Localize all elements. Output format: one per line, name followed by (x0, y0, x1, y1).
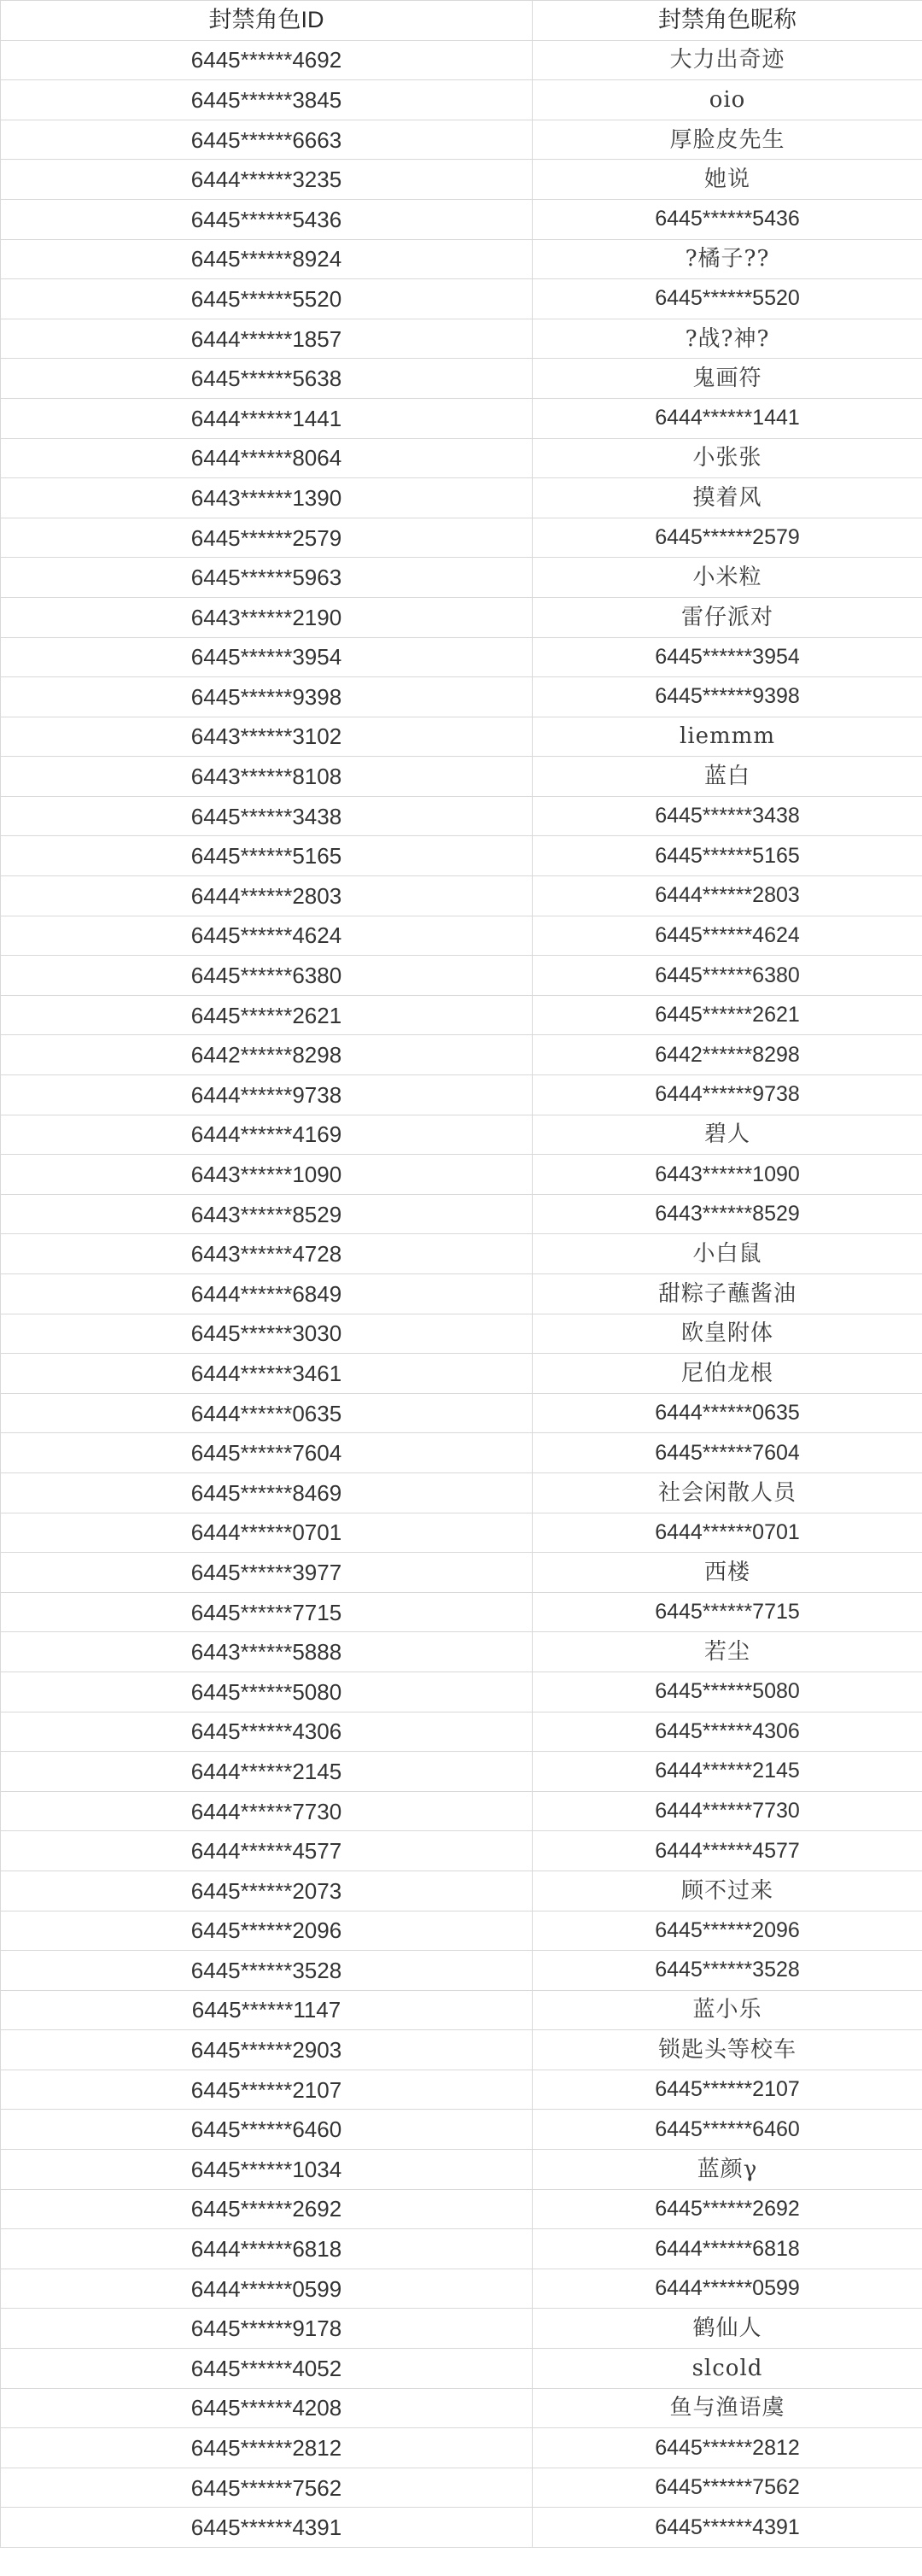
role-id-cell: 6444******0635 (1, 1393, 533, 1433)
table-row (1, 677, 922, 717)
role-id-cell: 6445******5080 (1, 1671, 533, 1712)
role-id-cell: 6445******1034 (1, 2150, 533, 2190)
role-id-cell: 6445******6380 (1, 956, 533, 996)
table-row (1, 199, 922, 239)
role-nickname-cell: 6445******2692 (533, 2189, 922, 2229)
role-nickname-cell: 6444******0701 (533, 1513, 922, 1553)
table-row (1, 1632, 922, 1672)
role-nickname-cell: 6444******7730 (533, 1791, 922, 1831)
role-nickname-cell: 6445******4391 (533, 2508, 922, 2548)
table-row (1, 518, 922, 558)
table-row (1, 2229, 922, 2269)
role-id-cell: 6443******3102 (1, 717, 533, 757)
role-id-cell: 6444******6818 (1, 2229, 533, 2269)
role-id-cell: 6445******3954 (1, 637, 533, 677)
table-row (1, 2428, 922, 2468)
table-row (1, 80, 922, 120)
role-id-cell: 6444******1857 (1, 319, 533, 359)
table-row (1, 40, 922, 80)
role-nickname-cell: 6445******5080 (533, 1671, 922, 1712)
table-row (1, 1712, 922, 1752)
role-id-cell: 6445******5436 (1, 199, 533, 239)
role-nickname-cell: 6445******7604 (533, 1433, 922, 1473)
table-row (1, 637, 922, 677)
role-id-cell: 6444******4169 (1, 1115, 533, 1155)
role-id-cell: 6445******3030 (1, 1314, 533, 1354)
role-id-cell: 6445******4306 (1, 1712, 533, 1752)
role-nickname-cell: 6445******5436 (533, 199, 922, 239)
role-id-cell: 6444******2803 (1, 876, 533, 916)
table-row (1, 1314, 922, 1354)
role-id-cell: 6445******5165 (1, 836, 533, 876)
role-nickname-cell: 6443******8529 (533, 1194, 922, 1234)
table-row (1, 2468, 922, 2508)
role-id-cell: 6443******5888 (1, 1632, 533, 1672)
role-id-cell: 6445******2096 (1, 1911, 533, 1951)
role-id-cell: 6444******3461 (1, 1354, 533, 1394)
role-nickname-cell: slcold (533, 2349, 922, 2389)
role-id-cell: 6445******5638 (1, 359, 533, 399)
role-nickname-cell: 6445******7562 (533, 2468, 922, 2508)
role-id-cell: 6445******6460 (1, 2110, 533, 2150)
role-nickname-cell: 6445******4306 (533, 1712, 922, 1752)
table-row (1, 1472, 922, 1513)
role-id-cell: 6445******4208 (1, 2388, 533, 2428)
role-id-cell: 6443******1390 (1, 478, 533, 518)
role-id-cell: 6445******3438 (1, 796, 533, 836)
role-nickname-cell: 6445******2579 (533, 518, 922, 558)
role-id-cell: 6445******9398 (1, 677, 533, 717)
table-row (1, 1871, 922, 1911)
table-row (1, 438, 922, 478)
table-row (1, 1671, 922, 1712)
role-nickname-cell: 6445******3954 (533, 637, 922, 677)
role-nickname-cell: ?战?神? (533, 319, 922, 359)
table-row (1, 757, 922, 797)
table-row (1, 1194, 922, 1234)
role-nickname-cell: 尼伯龙根 (533, 1354, 922, 1394)
table-row (1, 2110, 922, 2150)
table-row (1, 1393, 922, 1433)
table-row (1, 2349, 922, 2389)
role-nickname-cell: 蓝白 (533, 757, 922, 797)
role-nickname-cell: 6445******2096 (533, 1911, 922, 1951)
table-row (1, 478, 922, 518)
role-nickname-cell: 6445******6460 (533, 2110, 922, 2150)
table-row (1, 1354, 922, 1394)
role-id-cell: 6443******8108 (1, 757, 533, 797)
column-header-role-nickname: 封禁角色昵称 (533, 1, 922, 41)
table-row (1, 2269, 922, 2309)
role-id-cell: 6444******7730 (1, 1791, 533, 1831)
table-row (1, 1035, 922, 1075)
table-row (1, 1433, 922, 1473)
role-id-cell: 6445******2692 (1, 2189, 533, 2229)
table-row (1, 1990, 922, 2030)
table-row (1, 1155, 922, 1195)
table-row (1, 279, 922, 319)
table-row (1, 1234, 922, 1274)
role-id-cell: 6442******8298 (1, 1035, 533, 1075)
table-row (1, 1075, 922, 1115)
table-row (1, 1553, 922, 1593)
role-id-cell: 6444******2145 (1, 1752, 533, 1792)
role-id-cell: 6443******2190 (1, 597, 533, 637)
role-nickname-cell: 6444******2803 (533, 876, 922, 916)
table-row (1, 2030, 922, 2070)
role-nickname-cell: 鹤仙人 (533, 2309, 922, 2349)
role-nickname-cell: 蓝颜γ (533, 2150, 922, 2190)
role-nickname-cell: 6444******1441 (533, 398, 922, 438)
role-id-cell: 6445******3845 (1, 80, 533, 120)
table-row (1, 1831, 922, 1871)
role-id-cell: 6445******8469 (1, 1472, 533, 1513)
table-row (1, 239, 922, 279)
role-nickname-cell: ?橘子?? (533, 239, 922, 279)
role-nickname-cell: 6445******2621 (533, 995, 922, 1035)
table-row (1, 2150, 922, 2190)
role-id-cell: 6445******9178 (1, 2309, 533, 2349)
role-id-cell: 6445******4624 (1, 916, 533, 956)
role-id-cell: 6445******7715 (1, 1592, 533, 1632)
role-id-cell: 6444******6849 (1, 1274, 533, 1314)
role-id-cell: 6445******2107 (1, 2070, 533, 2110)
table-row (1, 796, 922, 836)
role-nickname-cell: 6445******3528 (533, 1951, 922, 1991)
table-row (1, 1951, 922, 1991)
role-nickname-cell: 6445******2107 (533, 2070, 922, 2110)
role-nickname-cell: 甜粽子蘸酱油 (533, 1274, 922, 1314)
role-id-cell: 6445******4391 (1, 2508, 533, 2548)
role-id-cell: 6443******1090 (1, 1155, 533, 1195)
role-nickname-cell: 碧人 (533, 1115, 922, 1155)
table-row (1, 876, 922, 916)
role-nickname-cell: 西楼 (533, 1553, 922, 1593)
table-row (1, 1791, 922, 1831)
role-nickname-cell: 小白鼠 (533, 1234, 922, 1274)
role-id-cell: 6444******0701 (1, 1513, 533, 1553)
role-id-cell: 6444******9738 (1, 1075, 533, 1115)
table-row (1, 597, 922, 637)
table-row (1, 2388, 922, 2428)
role-id-cell: 6445******3528 (1, 1951, 533, 1991)
role-nickname-cell: 鱼与渔语虞 (533, 2388, 922, 2428)
role-nickname-cell: 6445******5165 (533, 836, 922, 876)
role-id-cell: 6445******4692 (1, 40, 533, 80)
table-body (1, 40, 922, 2547)
role-nickname-cell: 小张张 (533, 438, 922, 478)
role-nickname-cell: 6445******5520 (533, 279, 922, 319)
role-id-cell: 6445******7562 (1, 2468, 533, 2508)
role-id-cell: 6444******1441 (1, 398, 533, 438)
role-nickname-cell: 6443******1090 (533, 1155, 922, 1195)
role-nickname-cell: 锁匙头等校车 (533, 2030, 922, 2070)
role-nickname-cell: 6444******2145 (533, 1752, 922, 1792)
role-nickname-cell: 6445******2812 (533, 2428, 922, 2468)
role-nickname-cell: 厚脸皮先生 (533, 120, 922, 160)
role-id-cell: 6444******8064 (1, 438, 533, 478)
role-id-cell: 6445******5963 (1, 558, 533, 598)
table-row (1, 1911, 922, 1951)
role-nickname-cell: 摸着风 (533, 478, 922, 518)
role-id-cell: 6444******0599 (1, 2269, 533, 2309)
role-nickname-cell: 小米粒 (533, 558, 922, 598)
role-id-cell: 6444******3235 (1, 160, 533, 200)
role-nickname-cell: 6444******9738 (533, 1075, 922, 1115)
table-row (1, 1115, 922, 1155)
role-nickname-cell: 6444******6818 (533, 2229, 922, 2269)
table-row (1, 359, 922, 399)
table-row (1, 956, 922, 996)
role-nickname-cell: 6445******3438 (533, 796, 922, 836)
role-nickname-cell: liemmm (533, 717, 922, 757)
table-row (1, 1592, 922, 1632)
role-id-cell: 6443******4728 (1, 1234, 533, 1274)
table-row (1, 1752, 922, 1792)
role-id-cell: 6445******7604 (1, 1433, 533, 1473)
table-row (1, 2309, 922, 2349)
table-row (1, 995, 922, 1035)
table-header-row (1, 1, 922, 41)
role-id-cell: 6445******2621 (1, 995, 533, 1035)
table-row (1, 1274, 922, 1314)
role-nickname-cell: 社会闲散人员 (533, 1472, 922, 1513)
table-row (1, 717, 922, 757)
role-nickname-cell: 6445******7715 (533, 1592, 922, 1632)
role-nickname-cell: 若尘 (533, 1632, 922, 1672)
role-nickname-cell: 6444******4577 (533, 1831, 922, 1871)
role-id-cell: 6445******4052 (1, 2349, 533, 2389)
role-nickname-cell: 6445******4624 (533, 916, 922, 956)
role-nickname-cell: 雷仔派对 (533, 597, 922, 637)
table-row (1, 558, 922, 598)
table-row (1, 398, 922, 438)
role-id-cell: 6444******4577 (1, 1831, 533, 1871)
role-id-cell: 6445******2579 (1, 518, 533, 558)
table-row (1, 916, 922, 956)
role-id-cell: 6445******1147 (1, 1990, 533, 2030)
table-row (1, 2508, 922, 2548)
table-row (1, 319, 922, 359)
role-nickname-cell: 6445******9398 (533, 677, 922, 717)
role-nickname-cell: 6444******0635 (533, 1393, 922, 1433)
column-header-role-id: 封禁角色ID (1, 1, 533, 41)
role-id-cell: 6445******2073 (1, 1871, 533, 1911)
table-row (1, 2189, 922, 2229)
role-nickname-cell: 6445******6380 (533, 956, 922, 996)
table-row (1, 160, 922, 200)
role-id-cell: 6445******2903 (1, 2030, 533, 2070)
role-id-cell: 6445******5520 (1, 279, 533, 319)
role-nickname-cell: 大力出奇迹 (533, 40, 922, 80)
role-id-cell: 6445******3977 (1, 1553, 533, 1593)
table-row (1, 836, 922, 876)
table-row (1, 1513, 922, 1553)
role-id-cell: 6443******8529 (1, 1194, 533, 1234)
table-row (1, 2070, 922, 2110)
role-id-cell: 6445******6663 (1, 120, 533, 160)
role-nickname-cell: 她说 (533, 160, 922, 200)
role-id-cell: 6445******8924 (1, 239, 533, 279)
role-nickname-cell: 顾不过来 (533, 1871, 922, 1911)
role-nickname-cell: oio (533, 80, 922, 120)
role-nickname-cell: 6444******0599 (533, 2269, 922, 2309)
role-nickname-cell: 鬼画符 (533, 359, 922, 399)
role-id-cell: 6445******2812 (1, 2428, 533, 2468)
role-nickname-cell: 6442******8298 (533, 1035, 922, 1075)
role-nickname-cell: 蓝小乐 (533, 1990, 922, 2030)
table-row (1, 120, 922, 160)
role-nickname-cell: 欧皇附体 (533, 1314, 922, 1354)
